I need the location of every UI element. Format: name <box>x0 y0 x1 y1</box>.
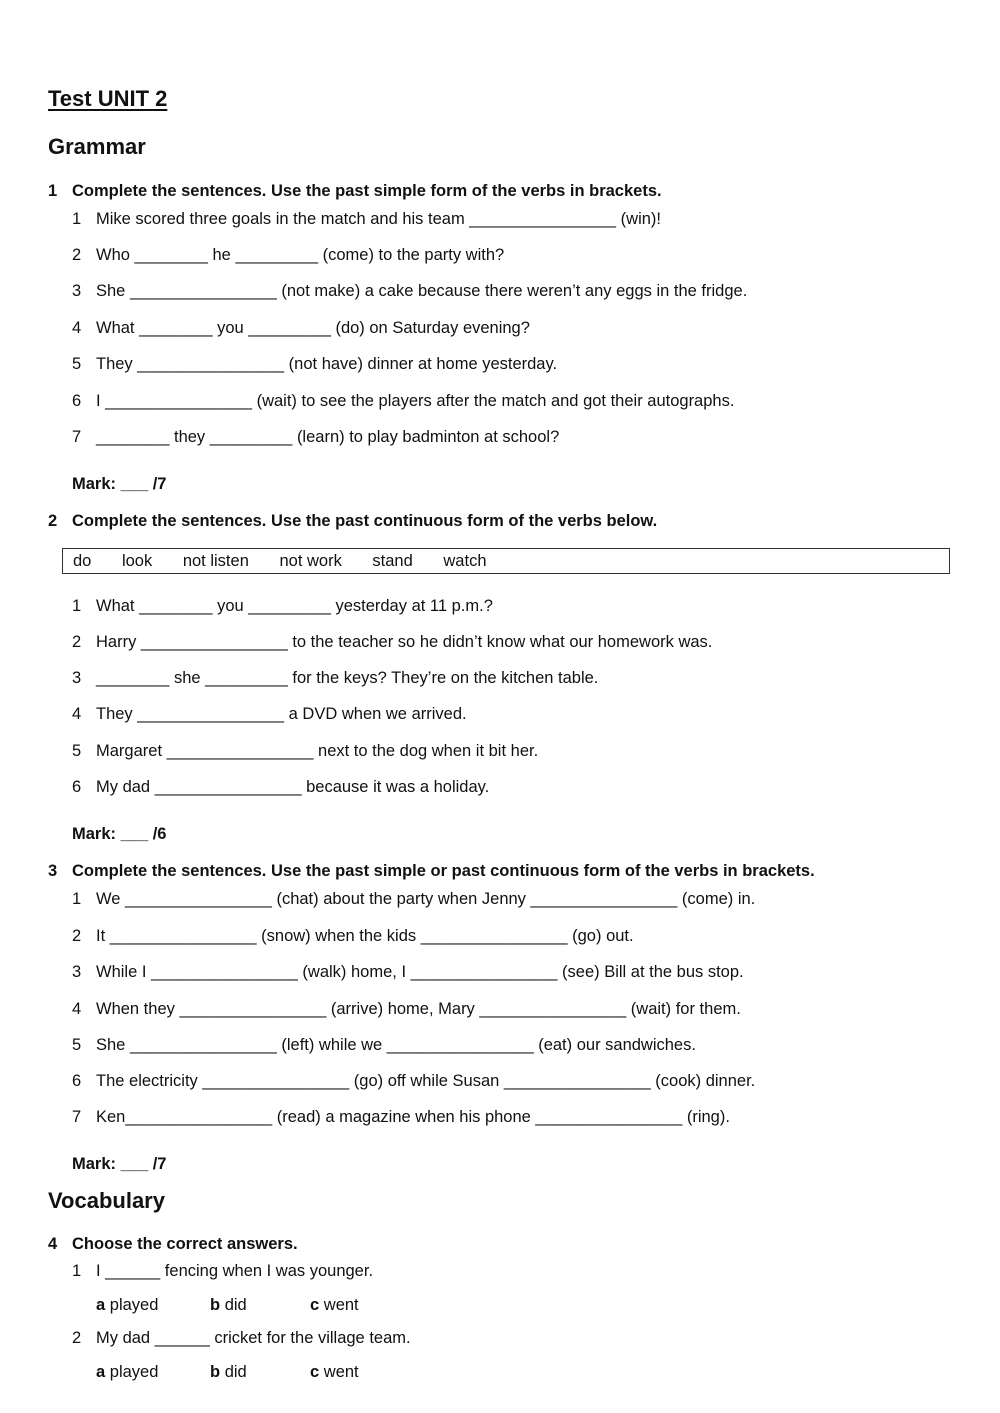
exercise-4-instruction: 4 Choose the correct answers. <box>48 1235 298 1253</box>
exercise-1-item[interactable]: 7 ________ they _________ (learn) to play badminton at school? <box>72 428 560 446</box>
word-box-word: do <box>73 552 92 570</box>
option-c[interactable]: c went <box>310 1363 359 1381</box>
option-a[interactable]: a played <box>96 1296 159 1314</box>
exercise-3-item[interactable]: 6 The electricity ________________ (go) off while Susan ________________ (cook) dinner. <box>72 1072 756 1090</box>
word-box-word: not listen <box>182 552 249 570</box>
exercise-3-item[interactable]: 2 It ________________ (snow) when the kids ________________ (go) out. <box>72 927 634 945</box>
answer-options <box>96 1363 359 1382</box>
exercise-2-item[interactable]: 1 What ________ you _________ yesterday at 11 p.m.? <box>72 597 493 615</box>
option-a[interactable]: a played <box>96 1363 159 1381</box>
exercise-1-item[interactable]: 6 I ________________ (wait) to see the players after the match and got their autographs. <box>72 392 735 410</box>
word-box-word: not work <box>279 552 342 570</box>
option-b[interactable]: b did <box>210 1363 247 1381</box>
exercise-3-instruction: 3 Complete the sentences. Use the past simple or past continuous form of the verbs in brackets. <box>48 862 815 880</box>
option-c[interactable]: c went <box>310 1296 359 1314</box>
word-box-word: stand <box>372 552 413 570</box>
exercise-3-item[interactable]: 1 We ________________ (chat) about the party when Jenny ________________ (come) in. <box>72 890 756 908</box>
exercise-1-item[interactable]: 2 Who ________ he _________ (come) to the party with? <box>72 246 505 264</box>
exercise-4-item: 2 My dad ______ cricket for the village team. <box>72 1329 411 1347</box>
exercise-2-item[interactable]: 6 My dad ________________ because it was a holiday. <box>72 778 490 796</box>
exercise-2-item[interactable]: 4 They ________________ a DVD when we arrived. <box>72 705 467 723</box>
exercise-1-item[interactable]: 4 What ________ you _________ (do) on Saturday evening? <box>72 319 530 337</box>
exercise-1-mark: Mark: ___ /7 <box>72 475 167 493</box>
exercise-2-item[interactable]: 3 ________ she _________ for the keys? They’re on the kitchen table. <box>72 669 599 687</box>
exercise-1-instruction: 1 Complete the sentences. Use the past simple form of the verbs in brackets. <box>48 182 662 200</box>
exercise-4-item: 1 I ______ fencing when I was younger. <box>72 1262 374 1280</box>
exercise-1-item[interactable]: 3 She ________________ (not make) a cake because there weren’t any eggs in the fridge. <box>72 282 748 300</box>
exercise-2-instruction: 2 Complete the sentences. Use the past continuous form of the verbs below. <box>48 512 658 530</box>
exercise-2-item[interactable]: 5 Margaret ________________ next to the dog when it bit her. <box>72 742 539 760</box>
exercise-3-mark: Mark: ___ /7 <box>72 1155 167 1173</box>
answer-options <box>96 1296 359 1315</box>
page-title: Test UNIT 2 <box>48 86 168 111</box>
word-box <box>62 548 950 574</box>
exercise-3-item[interactable]: 3 While I ________________ (walk) home, I ________________ (see) Bill at the bus stop. <box>72 963 744 981</box>
grammar-heading: Grammar <box>48 134 146 159</box>
word-box-word: look <box>121 552 153 570</box>
exercise-3-item[interactable]: 4 When they ________________ (arrive) home, Mary ________________ (wait) for them. <box>72 1000 741 1018</box>
option-b[interactable]: b did <box>210 1296 247 1314</box>
exercise-3-item[interactable]: 5 She ________________ (left) while we ________________ (eat) our sandwiches. <box>72 1036 696 1054</box>
word-box-word: watch <box>443 552 487 570</box>
exercise-2-mark: Mark: ___ /6 <box>72 825 167 843</box>
exercise-2-item[interactable]: 2 Harry ________________ to the teacher so he didn’t know what our homework was. <box>72 633 713 651</box>
vocabulary-heading: Vocabulary <box>48 1188 165 1213</box>
exercise-1-item[interactable]: 1 Mike scored three goals in the match and his team ________________ (win)! <box>72 210 662 228</box>
exercise-1-item[interactable]: 5 They ________________ (not have) dinner at home yesterday. <box>72 355 558 373</box>
exercise-3-item[interactable]: 7 Ken________________ (read) a magazine when his phone ________________ (ring). <box>72 1108 730 1126</box>
